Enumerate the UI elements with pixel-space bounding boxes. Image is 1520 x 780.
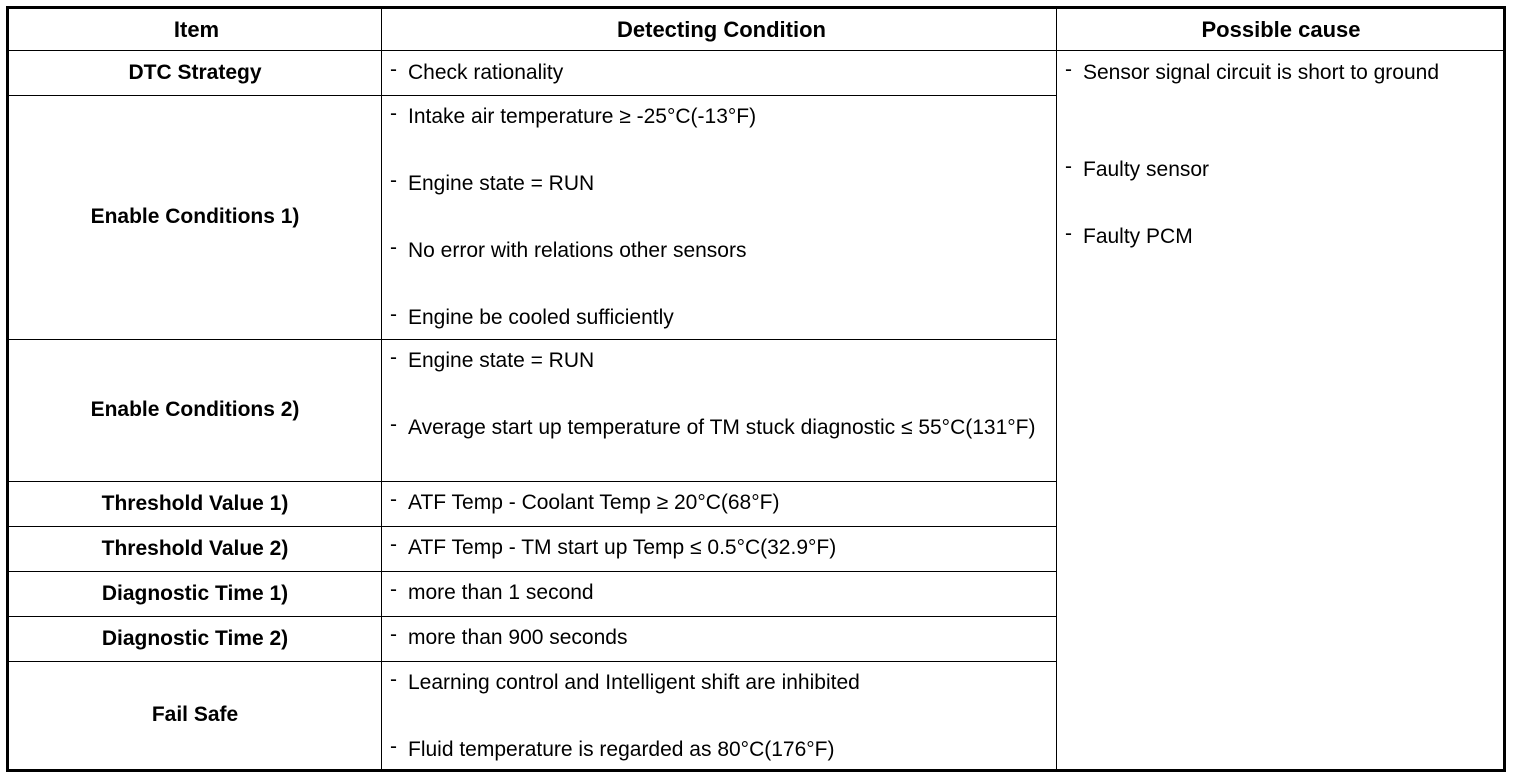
condition-cell bbox=[384, 51, 1044, 95]
cause-line: - Faulty sensor bbox=[1065, 155, 1210, 181]
item-dtc-strategy: DTC Strategy bbox=[128, 61, 262, 84]
cause-line: - Sensor signal circuit is short to ground bbox=[1065, 58, 1440, 84]
condition-cell bbox=[384, 661, 1044, 769]
condition-line: - Intake air temperature ≥ -25°C(-13°F) bbox=[390, 102, 757, 128]
condition-cell bbox=[384, 526, 1044, 571]
condition-cell bbox=[384, 616, 1044, 661]
condition-line: - ATF Temp - Coolant Temp ≥ 20°C(68°F) bbox=[390, 488, 780, 514]
item-enable-conditions-1: Enable Conditions 1) bbox=[90, 205, 300, 228]
condition-cell bbox=[384, 571, 1044, 616]
condition-line: - Engine state = RUN bbox=[390, 169, 595, 195]
condition-line: - more than 900 seconds bbox=[390, 623, 628, 649]
column-divider bbox=[1056, 9, 1057, 769]
condition-line: - Fluid temperature is regarded as 80°C(176°F) bbox=[390, 735, 835, 761]
item-enable-conditions-2: Enable Conditions 2) bbox=[90, 398, 300, 421]
condition-line: - Learning control and Intelligent shift are inhibited bbox=[390, 668, 860, 694]
item-fail-safe: Fail Safe bbox=[151, 703, 239, 726]
header-item: Item bbox=[9, 9, 384, 51]
dtc-table bbox=[6, 6, 1506, 772]
header-detecting-condition: Detecting Condition bbox=[384, 9, 1059, 51]
condition-line: - No error with relations other sensors bbox=[390, 236, 747, 262]
condition-line: - more than 1 second bbox=[390, 578, 594, 604]
condition-line: - ATF Temp - TM start up Temp ≤ 0.5°C(32.9°F) bbox=[390, 533, 837, 559]
item-diagnostic-time-2: Diagnostic Time 2) bbox=[101, 626, 289, 650]
condition-cell bbox=[384, 95, 1044, 339]
header-possible-cause: Possible cause bbox=[1059, 9, 1503, 51]
item-threshold-value-2: Threshold Value 2) bbox=[101, 536, 289, 560]
condition-cell bbox=[384, 339, 1044, 481]
condition-cell bbox=[384, 481, 1044, 526]
condition-line: - Engine state = RUN bbox=[390, 346, 595, 372]
condition-line: - Average start up temperature of TM stuck diagnostic ≤ 55°C(131°F) bbox=[390, 413, 1036, 439]
item-threshold-value-1: Threshold Value 1) bbox=[101, 491, 289, 515]
condition-line: - Engine be cooled sufficiently bbox=[390, 303, 674, 329]
cause-line: - Faulty PCM bbox=[1065, 222, 1193, 248]
column-divider bbox=[381, 9, 382, 769]
item-diagnostic-time-1: Diagnostic Time 1) bbox=[101, 581, 289, 605]
condition-line: - Check rationality bbox=[390, 58, 564, 84]
